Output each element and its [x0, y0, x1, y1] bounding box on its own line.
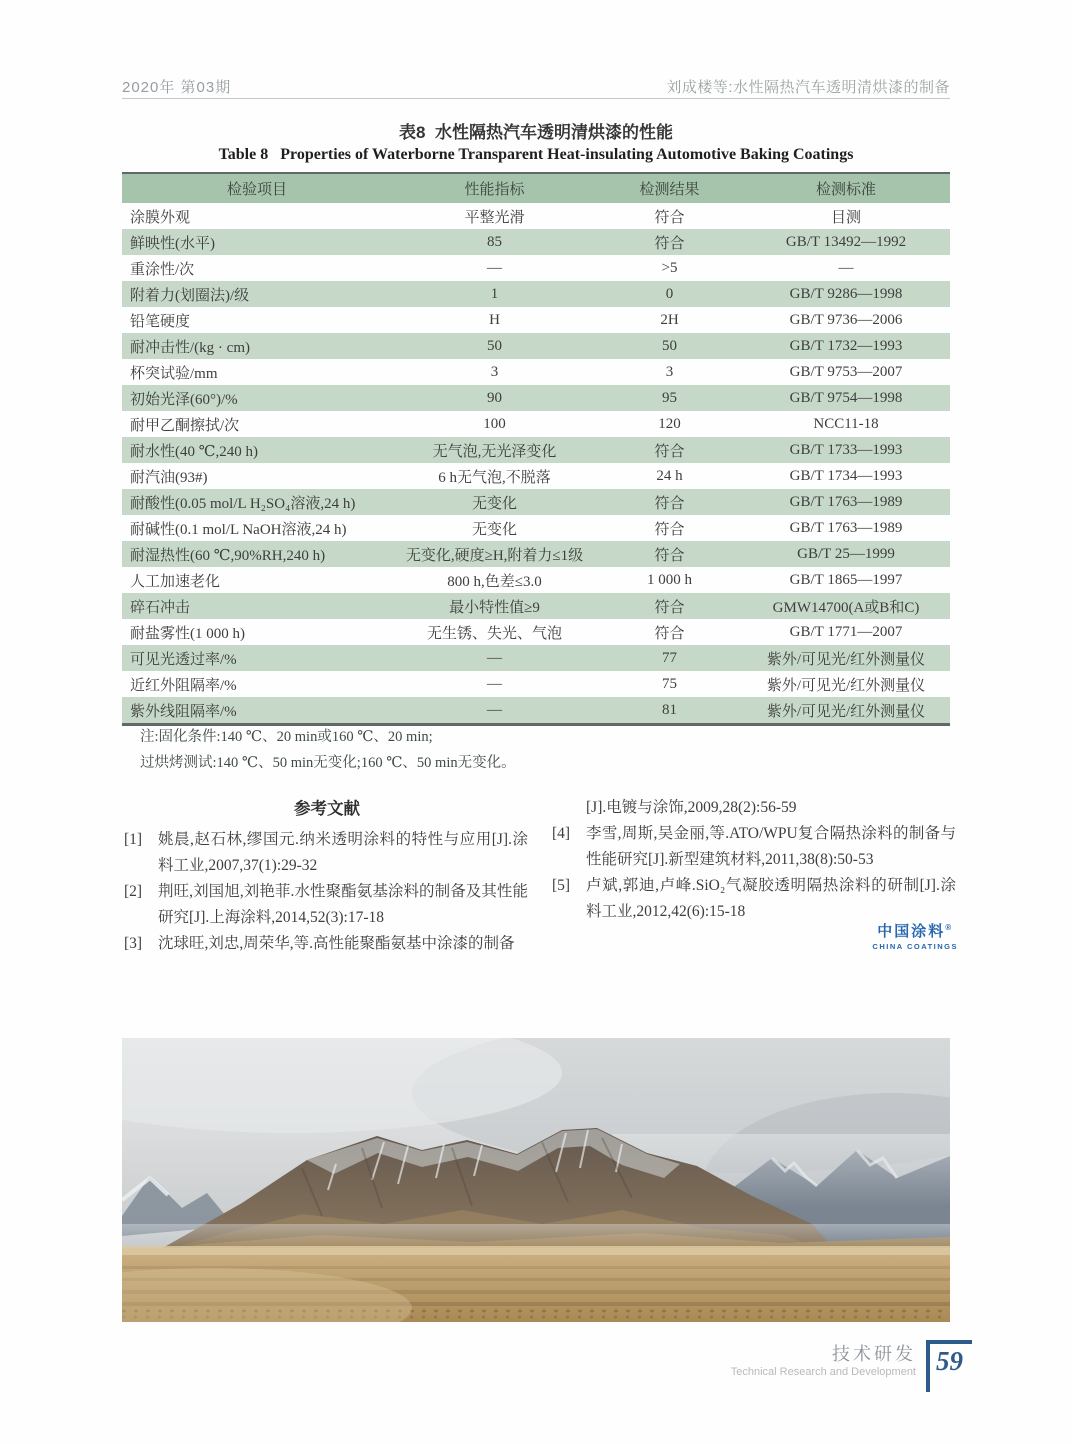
note-line: 过烘烤测试:140 ℃、50 min无变化;160 ℃、50 min无变化。	[140, 755, 516, 771]
column-header: 性能指标	[464, 181, 525, 198]
table-cell-standard: GB/T 1732—1993	[789, 337, 903, 354]
table-cell-spec: 800 h,色差≤3.0	[447, 573, 542, 590]
china-coatings-logo	[872, 920, 958, 951]
page-number: 59	[936, 1346, 963, 1376]
table-cell-standard: 紫外/可见光/红外测量仪	[766, 651, 926, 668]
reference-text: 李雪,周斯,吴金丽,等.ATO/WPU复合隔热涂料的制备与性能研究[J].新型建筑材料,2011,38(8):50-53	[586, 825, 956, 868]
column-header: 检测结果	[639, 181, 700, 198]
table-cell-item: 重涂性/次	[130, 261, 195, 278]
table-cell-spec: —	[487, 701, 502, 718]
logo-text-en: CHINA COATINGS	[872, 942, 958, 951]
table-row	[122, 333, 950, 359]
table-cell-standard: GB/T 25—1999	[797, 545, 895, 562]
table-cell-result: 1 000 h	[647, 571, 692, 588]
reference-text: 卢斌,郭迪,卢峰.SiO₂气凝胶透明隔热涂料的研制[J].涂料工业,2012,42(6):15-18	[586, 877, 956, 920]
table-cell-standard: GB/T 9286—1998	[789, 285, 903, 302]
table-cell-result: 24 h	[656, 467, 683, 484]
reference-number	[552, 795, 586, 821]
table-notes	[140, 724, 516, 776]
table-cell-item: 涂膜外观	[130, 209, 191, 226]
table-row	[122, 463, 950, 489]
table-header-row	[122, 174, 950, 203]
table-row	[122, 281, 950, 307]
table-cell-spec: 50	[487, 337, 502, 354]
reference-text: 姚晨,赵石林,缪国元.纳米透明涂料的特性与应用[J].涂料工业,2007,37(1):29-32	[158, 831, 528, 874]
reference-item	[552, 821, 956, 873]
table-cell-result: 符合	[654, 547, 685, 564]
table-row	[122, 619, 950, 645]
table-cell-spec: 平整光滑	[464, 209, 525, 226]
table-row	[122, 567, 950, 593]
references-column-left	[124, 827, 528, 957]
table-title-en: Table 8 Properties of Waterborne Transparent Heat-insulating Automotive Baking Coatings	[218, 146, 854, 163]
table-cell-spec: 3	[490, 363, 499, 380]
table-row	[122, 255, 950, 281]
table-cell-standard: GB/T 1763—1989	[789, 519, 903, 536]
references-column-right	[552, 795, 956, 925]
table-cell-spec: 无变化	[471, 521, 517, 538]
table-cell-result: 75	[662, 675, 677, 692]
table-cell-standard: GB/T 1733—1993	[789, 441, 903, 458]
table-cell-result: 81	[662, 701, 677, 718]
table-cell-item: 附着力(划圈法)/级	[130, 287, 250, 304]
footer-section-en: Technical Research and Development	[730, 1366, 916, 1378]
table-row	[122, 307, 950, 333]
table-cell-spec: H	[489, 311, 500, 328]
table-cell-item: 人工加速老化	[130, 573, 221, 590]
table-row	[122, 385, 950, 411]
table-cell-result: 0	[665, 285, 674, 302]
table-cell-standard: GB/T 1771—2007	[789, 623, 903, 640]
table-cell-standard: GB/T 13492—1992	[785, 233, 907, 250]
reference-text: [J].电镀与涂饰,2009,28(2):56-59	[586, 799, 797, 816]
table-cell-standard: GB/T 9753—2007	[789, 363, 903, 380]
header-divider	[122, 98, 950, 99]
landscape-photo	[122, 1038, 950, 1322]
table-cell-spec: 6 h无气泡,不脱落	[438, 469, 551, 486]
page-number-bracket	[926, 1340, 972, 1392]
table-cell-result: 符合	[654, 443, 685, 460]
table-cell-item: 耐水性(40 ℃,240 h)	[130, 443, 259, 460]
table-cell-result: 符合	[654, 209, 685, 226]
properties-table-body	[122, 203, 950, 723]
column-header: 检测标准	[815, 181, 876, 198]
table-title-zh: 表8 水性隔热汽车透明清烘漆的性能	[399, 123, 673, 142]
table-cell-spec: —	[487, 675, 502, 692]
logo-text-zh: 中国涂料®	[877, 923, 954, 940]
table-cell-item: 耐酸性(0.05 mol/L H₂SO₄溶液,24 h)	[130, 495, 356, 512]
table-cell-result: 95	[662, 389, 677, 406]
table-cell-result: 120	[658, 415, 681, 432]
table-cell-item: 耐汽油(93#)	[130, 469, 208, 486]
table-cell-result: 符合	[654, 599, 685, 616]
properties-table	[122, 172, 950, 726]
table-row	[122, 411, 950, 437]
reference-item	[552, 873, 956, 925]
table-cell-spec: 100	[483, 415, 506, 432]
table-cell-spec: 1	[490, 285, 499, 302]
issue-info: 2020年 第03期	[122, 79, 232, 96]
table-cell-spec: 无生锈、失光、气泡	[426, 625, 562, 642]
table-cell-spec: —	[487, 649, 502, 666]
table-cell-standard: GMW14700(A或B和C)	[772, 599, 920, 616]
table-row	[122, 697, 950, 723]
table-cell-standard: GB/T 9754—1998	[789, 389, 903, 406]
reference-item	[552, 795, 956, 821]
reference-item	[124, 931, 528, 957]
table-cell-result: 3	[665, 363, 674, 380]
table-cell-spec: 85	[487, 233, 502, 250]
table-cell-result: 77	[662, 649, 677, 666]
table-cell-standard: GB/T 1865—1997	[789, 571, 903, 588]
note-line: 注:固化条件:140 ℃、20 min或160 ℃、20 min;	[140, 729, 433, 745]
reference-item	[124, 879, 528, 931]
reference-number: [4]	[552, 825, 571, 842]
table-cell-spec: —	[487, 259, 502, 276]
reference-number: [2]	[124, 883, 143, 900]
table-cell-standard: —	[838, 259, 854, 276]
reference-text: 沈球旺,刘忠,周荣华,等.高性能聚酯氨基中涂漆的制备	[158, 935, 515, 952]
reference-number: [3]	[124, 935, 143, 952]
table-row	[122, 541, 950, 567]
table-row	[122, 489, 950, 515]
table-row	[122, 515, 950, 541]
table-row	[122, 203, 950, 229]
table-cell-result: 符合	[654, 625, 685, 642]
table-cell-spec: 最小特性值≥9	[449, 599, 540, 616]
table-cell-item: 杯突试验/mm	[130, 365, 218, 382]
table-row	[122, 645, 950, 671]
table-cell-standard: 紫外/可见光/红外测量仪	[766, 703, 926, 720]
table-cell-spec: 无变化,硬度≥H,附着力≤1级	[405, 547, 584, 564]
table-row	[122, 229, 950, 255]
table-cell-spec: 无变化	[471, 495, 517, 512]
table-cell-result: 符合	[654, 521, 685, 538]
table-cell-item: 耐碱性(0.1 mol/L NaOH溶液,24 h)	[130, 521, 347, 538]
table-cell-spec: 90	[487, 389, 502, 406]
reference-text: 荆旺,刘国旭,刘艳菲.水性聚酯氨基涂料的制备及其性能研究[J].上海涂料,2014,52(3):17-18	[158, 883, 528, 926]
table-row	[122, 359, 950, 385]
table-row	[122, 593, 950, 619]
table-cell-standard: 紫外/可见光/红外测量仪	[766, 677, 926, 694]
reference-number: [1]	[124, 831, 143, 848]
table-row	[122, 437, 950, 463]
table-cell-item: 耐盐雾性(1 000 h)	[130, 625, 245, 642]
table-cell-item: 耐湿热性(60 ℃,90%RH,240 h)	[130, 547, 326, 564]
footer-section-zh: 技术研发	[832, 1344, 916, 1364]
table-cell-result: 2H	[660, 311, 679, 328]
table-cell-standard: GB/T 1763—1989	[789, 493, 903, 510]
table-row	[122, 671, 950, 697]
table-cell-result: 50	[662, 337, 677, 354]
table-cell-standard: GB/T 1734—1993	[789, 467, 903, 484]
table-cell-standard: GB/T 9736—2006	[789, 311, 903, 328]
table-cell-result: 符合	[654, 495, 685, 512]
table-cell-spec: 无气泡,无光泽变化	[432, 443, 557, 460]
registered-mark: ®	[945, 923, 954, 932]
running-title: 刘成楼等:水性隔热汽车透明清烘漆的制备	[666, 79, 950, 96]
table-cell-item: 初始光泽(60°)/%	[130, 391, 238, 408]
table-cell-item: 近红外阻隔率/%	[130, 677, 237, 694]
reference-number: [5]	[552, 877, 571, 894]
table-cell-item: 碎石冲击	[130, 599, 191, 616]
table-cell-standard: NCC11-18	[813, 415, 879, 432]
table-cell-item: 可见光透过率/%	[130, 651, 237, 668]
table-cell-item: 紫外线阻隔率/%	[130, 703, 237, 720]
table-cell-item: 铅笔硬度	[130, 313, 191, 330]
table-cell-result: 符合	[654, 235, 685, 252]
table-cell-standard: 目测	[830, 209, 861, 226]
reference-item	[124, 827, 528, 879]
table-cell-item: 鲜映性(水平)	[130, 235, 215, 252]
table-cell-item: 耐冲击性/(kg · cm)	[130, 339, 250, 356]
table-cell-item: 耐甲乙酮擦拭/次	[130, 417, 240, 434]
references-heading: 参考文献	[294, 800, 360, 818]
table-cell-result: >5	[661, 259, 678, 276]
column-header: 检验项目	[226, 181, 287, 198]
